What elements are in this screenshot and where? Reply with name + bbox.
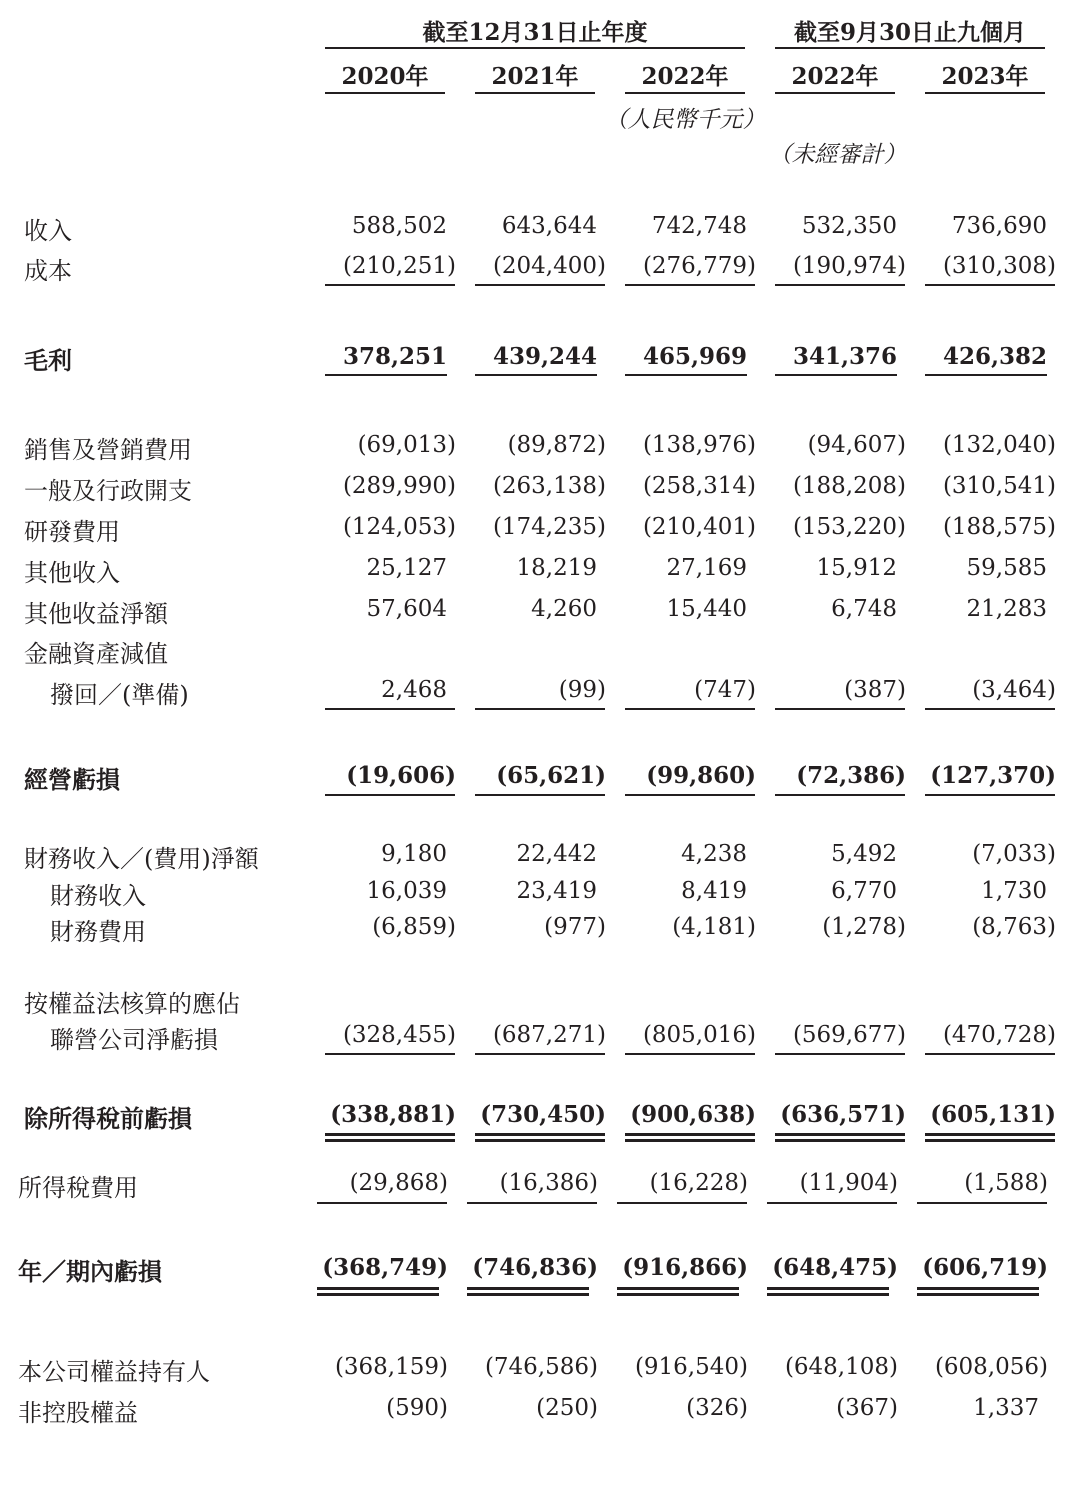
row-label: 按權益法核算的應佔	[24, 990, 240, 1018]
cell-value: (387)	[844, 677, 906, 703]
subtotal-rule	[775, 284, 905, 286]
cell-value: 2,468	[381, 677, 447, 703]
row-label: 財務收入	[50, 882, 146, 910]
cell-value: 378,251	[342, 343, 447, 370]
cell-value: 15,912	[816, 555, 897, 581]
header-group-nine: 截至9月30日止九個月	[793, 19, 1026, 46]
cell-value: 742,748	[651, 213, 747, 239]
subtotal-rule	[325, 708, 455, 710]
total-double-rule	[625, 1133, 755, 1142]
row-label: 其他收益淨額	[24, 600, 168, 628]
cell-value: (648,475)	[772, 1254, 898, 1281]
cell-value: (250)	[536, 1395, 598, 1421]
subtotal-rule	[625, 794, 755, 796]
cell-value: (636,571)	[780, 1101, 906, 1128]
cell-value: (687,271)	[492, 1022, 606, 1048]
subtotal-rule	[625, 708, 755, 710]
cell-value: (258,314)	[642, 473, 756, 499]
year-rule	[475, 92, 595, 94]
year-rule	[925, 92, 1045, 94]
row-label: 一般及行政開支	[24, 477, 192, 505]
year-header: 2021年	[491, 63, 579, 90]
cell-value: (138,976)	[642, 432, 756, 458]
cell-value: (16,228)	[649, 1170, 748, 1196]
subtotal-rule	[925, 374, 1047, 376]
cell-value: (188,575)	[942, 514, 1056, 540]
total-double-rule	[475, 1133, 605, 1142]
header-group-year: 截至12月31日止年度	[422, 19, 648, 46]
cell-value: 588,502	[351, 213, 447, 239]
row-label: 財務收入／(費用)淨額	[24, 845, 259, 873]
cell-value: (210,251)	[342, 253, 456, 279]
row-label: 非控股權益	[18, 1399, 138, 1427]
cell-value: (132,040)	[942, 432, 1056, 458]
subtotal-rule	[775, 1053, 905, 1055]
year-header: 2022年	[641, 63, 729, 90]
cell-value: (977)	[544, 914, 606, 940]
cell-value: 426,382	[942, 343, 1047, 370]
cell-value: 25,127	[366, 555, 447, 581]
row-label: 除所得稅前虧損	[24, 1104, 192, 1133]
cell-value: 59,585	[966, 555, 1047, 581]
cell-value: (1,278)	[822, 914, 906, 940]
cell-value: (605,131)	[930, 1101, 1056, 1128]
cell-value: (3,464)	[972, 677, 1056, 703]
cell-value: (89,872)	[507, 432, 606, 458]
subtotal-rule	[475, 374, 597, 376]
cell-value: 6,748	[831, 596, 897, 622]
cell-value: (69,013)	[357, 432, 456, 458]
total-double-rule	[317, 1287, 439, 1296]
cell-value: (174,235)	[492, 514, 606, 540]
cell-value: (153,220)	[792, 514, 906, 540]
cell-value: (805,016)	[642, 1022, 756, 1048]
subtotal-rule	[925, 1053, 1055, 1055]
cell-value: (276,779)	[642, 253, 756, 279]
subtotal-rule	[625, 1053, 755, 1055]
subtotal-rule	[625, 374, 747, 376]
cell-value: (730,450)	[480, 1101, 606, 1128]
total-double-rule	[617, 1287, 739, 1296]
subtotal-rule	[775, 374, 897, 376]
cell-value: 8,419	[681, 878, 747, 904]
row-label: 其他收入	[24, 559, 120, 587]
row-label: 成本	[24, 257, 72, 285]
cell-value: 532,350	[801, 213, 897, 239]
year-rule	[325, 92, 445, 94]
subtotal-rule	[925, 708, 1055, 710]
cell-value: (65,621)	[496, 762, 606, 789]
total-double-rule	[325, 1133, 455, 1142]
row-label: 毛利	[24, 346, 72, 375]
total-double-rule	[467, 1287, 589, 1296]
subtotal-rule	[475, 284, 605, 286]
cell-value: (606,719)	[922, 1254, 1048, 1281]
year-header: 2023年	[941, 63, 1029, 90]
cell-value: 27,169	[666, 555, 747, 581]
cell-value: 1,337	[973, 1395, 1039, 1421]
cell-value: (188,208)	[792, 473, 906, 499]
row-label: 財務費用	[50, 918, 146, 946]
cell-value: (16,386)	[499, 1170, 598, 1196]
row-label: 經營虧損	[24, 765, 120, 794]
subtotal-rule	[325, 374, 447, 376]
cell-value: (368,749)	[322, 1254, 448, 1281]
unit-label: （人民幣千元）	[604, 107, 766, 133]
header-rule-year	[325, 47, 745, 49]
cell-value: (338,881)	[330, 1101, 456, 1128]
cell-value: (608,056)	[934, 1354, 1048, 1380]
cell-value: (368,159)	[334, 1354, 448, 1380]
row-label: 銷售及營銷費用	[24, 436, 192, 464]
row-label: 聯營公司淨虧損	[50, 1026, 218, 1054]
year-header: 2020年	[341, 63, 429, 90]
cell-value: (916,540)	[634, 1354, 748, 1380]
cell-value: 1,730	[981, 878, 1047, 904]
year-rule	[775, 92, 895, 94]
cell-value: (263,138)	[492, 473, 606, 499]
cell-value: 22,442	[516, 841, 597, 867]
subtotal-rule	[617, 1202, 747, 1204]
cell-value: 5,492	[831, 841, 897, 867]
cell-value: 21,283	[966, 596, 1047, 622]
subtotal-rule	[925, 284, 1055, 286]
cell-value: (1,588)	[964, 1170, 1048, 1196]
subtotal-rule	[475, 1053, 605, 1055]
subtotal-rule	[325, 1053, 455, 1055]
row-label: 收入	[24, 217, 72, 245]
header-rule-nine	[775, 47, 1045, 49]
cell-value: (746,836)	[472, 1254, 598, 1281]
subtotal-rule	[775, 794, 905, 796]
cell-value: (94,607)	[807, 432, 906, 458]
cell-value: 341,376	[792, 343, 897, 370]
row-label: 研發費用	[24, 518, 120, 546]
subtotal-rule	[325, 794, 455, 796]
cell-value: (99)	[558, 677, 606, 703]
row-label: 撥回／(準備)	[50, 681, 189, 709]
cell-value: 57,604	[366, 596, 447, 622]
cell-value: (8,763)	[972, 914, 1056, 940]
cell-value: (747)	[694, 677, 756, 703]
cell-value: (326)	[686, 1395, 748, 1421]
row-label: 本公司權益持有人	[18, 1358, 210, 1386]
unaudited-label: （未經審計）	[768, 142, 907, 168]
cell-value: (746,586)	[484, 1354, 598, 1380]
cell-value: 4,238	[681, 841, 747, 867]
cell-value: (19,606)	[346, 762, 456, 789]
cell-value: 23,419	[516, 878, 597, 904]
cell-value: (648,108)	[784, 1354, 898, 1380]
subtotal-rule	[925, 794, 1055, 796]
cell-value: (569,677)	[792, 1022, 906, 1048]
cell-value: (204,400)	[492, 253, 606, 279]
cell-value: (328,455)	[342, 1022, 456, 1048]
cell-value: 16,039	[366, 878, 447, 904]
cell-value: 4,260	[531, 596, 597, 622]
year-rule	[625, 92, 745, 94]
subtotal-rule	[325, 284, 455, 286]
cell-value: (11,904)	[799, 1170, 898, 1196]
subtotal-rule	[475, 794, 605, 796]
cell-value: (210,401)	[642, 514, 756, 540]
row-label: 所得稅費用	[18, 1174, 138, 1202]
cell-value: (289,990)	[342, 473, 456, 499]
cell-value: 736,690	[951, 213, 1047, 239]
cell-value: (99,860)	[646, 762, 756, 789]
cell-value: (7,033)	[972, 841, 1056, 867]
cell-value: 439,244	[492, 343, 597, 370]
total-double-rule	[917, 1287, 1039, 1296]
cell-value: (470,728)	[942, 1022, 1056, 1048]
cell-value: (590)	[386, 1395, 448, 1421]
cell-value: (4,181)	[672, 914, 756, 940]
cell-value: 465,969	[642, 343, 747, 370]
cell-value: 6,770	[831, 878, 897, 904]
cell-value: (72,386)	[796, 762, 906, 789]
cell-value: (916,866)	[622, 1254, 748, 1281]
cell-value: (900,638)	[630, 1101, 756, 1128]
cell-value: (29,868)	[349, 1170, 448, 1196]
cell-value: 18,219	[516, 555, 597, 581]
cell-value: (310,308)	[942, 253, 1056, 279]
cell-value: (127,370)	[930, 762, 1056, 789]
cell-value: (124,053)	[342, 514, 456, 540]
cell-value: 9,180	[381, 841, 447, 867]
total-double-rule	[925, 1133, 1055, 1142]
row-label: 年／期內虧損	[18, 1257, 162, 1286]
subtotal-rule	[625, 284, 755, 286]
subtotal-rule	[917, 1202, 1047, 1204]
total-double-rule	[775, 1133, 905, 1142]
subtotal-rule	[775, 708, 905, 710]
cell-value: 15,440	[666, 596, 747, 622]
cell-value: (310,541)	[942, 473, 1056, 499]
year-header: 2022年	[791, 63, 879, 90]
cell-value: (190,974)	[792, 253, 906, 279]
subtotal-rule	[317, 1202, 447, 1204]
subtotal-rule	[475, 708, 605, 710]
subtotal-rule	[767, 1202, 897, 1204]
cell-value: 643,644	[501, 213, 597, 239]
total-double-rule	[767, 1287, 889, 1296]
subtotal-rule	[467, 1202, 597, 1204]
row-label: 金融資產減值	[24, 640, 168, 668]
cell-value: (367)	[836, 1395, 898, 1421]
cell-value: (6,859)	[372, 914, 456, 940]
